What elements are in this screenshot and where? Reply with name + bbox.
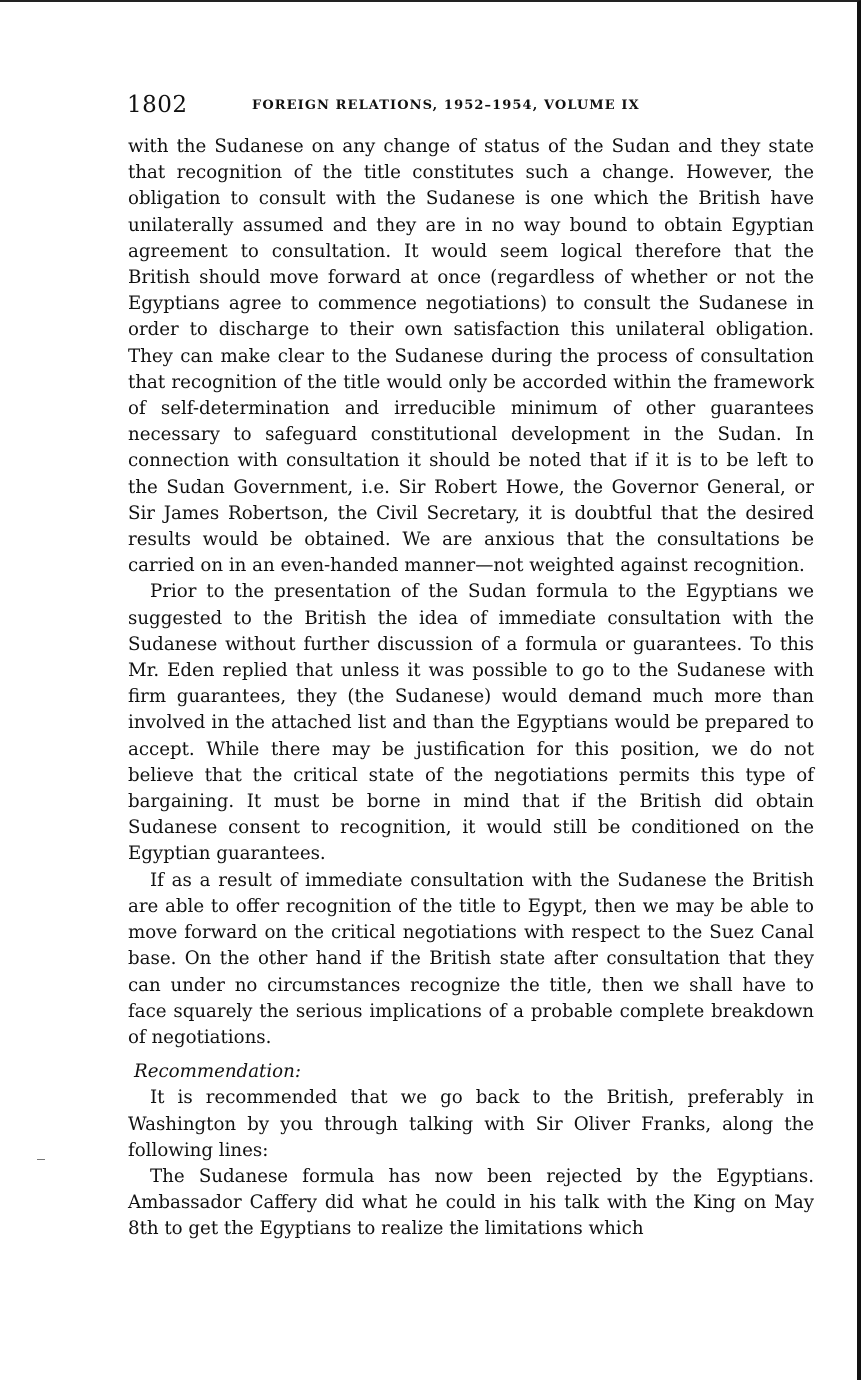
margin-mark <box>37 1159 45 1160</box>
recommendation-paragraph-1: It is recommended that we go back to the British, preferably in Washington by you through talking with Sir Oliver Franks, along the following lines: <box>128 1087 814 1161</box>
paragraph-3: If as a result of immediate consultation with the Sudanese the British are able to offer recognition of the title to Egypt, then we may be able to move forward on the critical negotiations with respect to the Suez Canal base. On the other hand if the British state after consultation that they can under no circumstances recognize the title, then we shall have to face squarely the serious implications of a probable complete breakdown of negotiations. <box>128 869 814 1048</box>
paragraph-2: Prior to the presentation of the Sudan formula to the Egyptians we suggested to the British the idea of immediate consultation with the Sudanese without further discussion of a formula or guarantees. To this Mr. Eden replied that unless it was possible to go to the Sudanese with firm guarantees, they (the Sudanese) would demand much more than involved in the attached list and than the Egyptians would be prepared to accept. While there may be justification for this position, we do not believe that the critical state of the negotiations permits this type of bargaining. It must be borne in mind that if the British did obtain Sudanese consent to recognition, it would still be conditioned on the Egyptian guarantees. <box>128 581 814 865</box>
page-header <box>127 92 817 120</box>
paragraph-1: with the Sudanese on any change of status of the Sudan and they state that recognition of the title constitutes such a change. However, the obligation to consult with the Sudanese is one which the British have unilaterally assumed and they are in no way bound to obtain Egyptian agreement to consultation. It would seem logical therefore that the British should move forward at once (regardless of whether or not the Egyptians agree to commence negotiations) to consult the Sudanese in order to discharge to their own satisfaction this unilateral obligation. They can make clear to the Sudanese during the process of consultation that recognition of the title would only be accorded within the framework of self-determination and irreducible minimum of other guarantees necessary to safeguard constitutional development in the Sudan. In connection with consultation it should be noted that if it is to be left to the Sudan Government, i.e. Sir Robert Howe, the Governor General, or Sir James Robertson, the Civil Secretary, it is doubtful that the desired results would be obtained. We are anxious that the consultations be carried on in an even-handed manner—not weighted against recognition. <box>128 136 814 577</box>
recommendation-heading: Recommendation: <box>134 1061 301 1083</box>
recommendation-paragraph-2: The Sudanese formula has now been rejected by the Egyptians. Ambassador Caffery did what he could in his talk with the King on May 8th to get the Egyptians to realize the limitations which <box>128 1165 814 1240</box>
page-number: 1802 <box>127 92 188 118</box>
running-title: FOREIGN RELATIONS, 1952–1954, VOLUME IX <box>252 98 640 113</box>
body-text <box>128 134 814 1243</box>
